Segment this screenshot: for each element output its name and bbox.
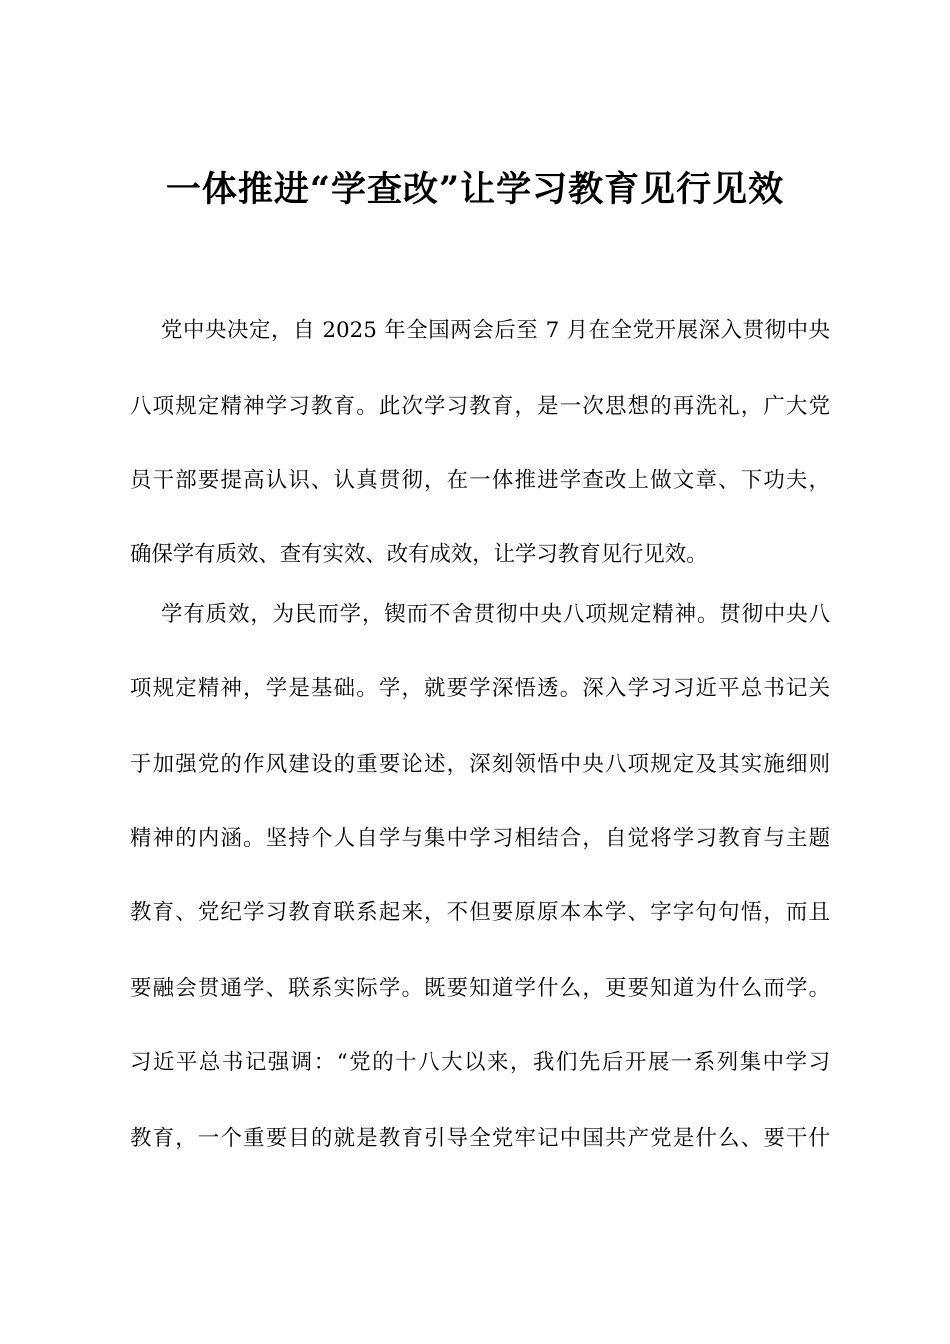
paragraph-1-line-3: 员干部要提高认识、认真贯彻，在一体推进学查改上做文章、下功夫，: [130, 468, 830, 493]
paragraph-2-line-7: 习近平总书记强调：“党的十八大以来，我们先后开展一系列集中学习: [130, 1050, 830, 1075]
paragraph-1-line-4: 确保学有质效、查有实效、改有成效，让学习教育见行见效。: [130, 542, 708, 567]
paragraph-2-line-4: 精神的内涵。坚持个人自学与集中学习相结合，自觉将学习教育与主题: [130, 826, 830, 851]
paragraph-1-line-1: 党中央决定，自 2025 年全国两会后至 7 月在全党开展深入贯彻中央: [161, 318, 830, 343]
document-title: 一体推进“学查改”让学习教育见行见效: [165, 169, 785, 210]
paragraph-2-line-2: 项规定精神，学是基础。学，就要学深悟透。深入学习习近平总书记关: [130, 676, 830, 701]
paragraph-2-line-1: 学有质效，为民而学，锲而不舍贯彻中央八项规定精神。贯彻中央八: [161, 602, 830, 627]
paragraph-2-line-5: 教育、党纪学习教育联系起来，不但要原原本本学、字字句句悟，而且: [130, 900, 830, 925]
paragraph-2-line-8: 教育，一个重要目的就是教育引导全党牢记中国共产党是什么、要干什: [130, 1126, 830, 1151]
paragraph-2-line-3: 于加强党的作风建设的重要论述，深刻领悟中央八项规定及其实施细则: [130, 752, 830, 777]
paragraph-2-line-6: 要融会贯通学、联系实际学。既要知道学什么，更要知道为什么而学。: [130, 976, 830, 1001]
paragraph-1-line-2: 八项规定精神学习教育。此次学习教育，是一次思想的再洗礼，广大党: [130, 394, 830, 419]
